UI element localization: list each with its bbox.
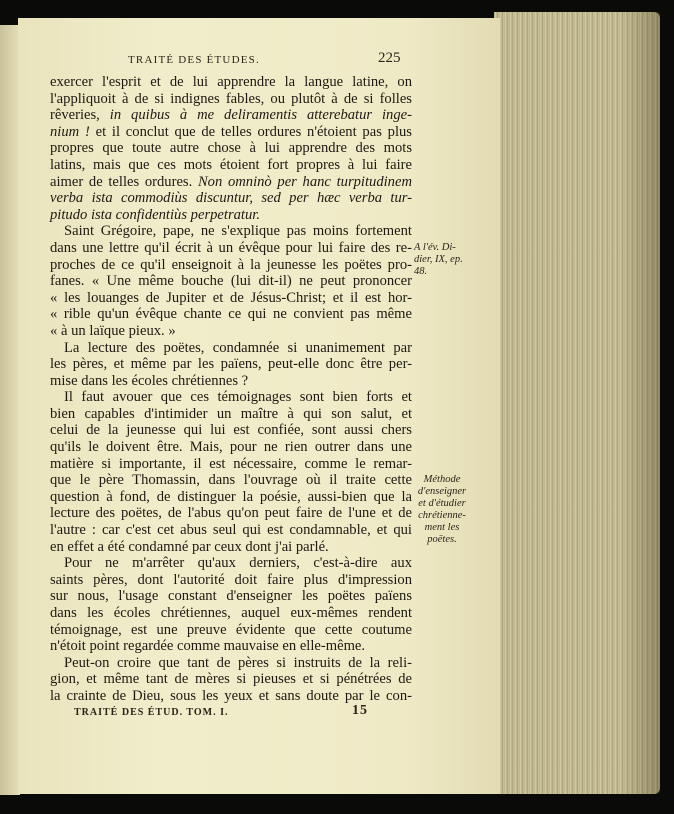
signature-mark: 15 (352, 703, 368, 718)
text-line (50, 406, 412, 423)
text: Saint Grégoire, pape, ne s'explique pas moins fortement (64, 223, 412, 240)
text-line (50, 373, 412, 390)
text-line (50, 257, 412, 274)
text-line (50, 555, 412, 572)
note-line: d'enseigner (417, 486, 467, 497)
text-line (50, 190, 412, 207)
text: propres que toute autre chose à lui apprendre des mots (50, 140, 412, 157)
text: que le père Thomassin, dans l'ouvrage où il traite cette (50, 472, 412, 489)
italic-text: in quibus à me deliramentis atterebatur inge- (109, 107, 412, 124)
text-line (50, 174, 412, 191)
text-line (50, 671, 412, 688)
text: Peut-on croire que tant de pères si instruits de la reli- (64, 654, 412, 671)
text: matière si importante, il est nécessaire, comme le remar- (50, 455, 412, 472)
text: dans les écoles chrétiennes, auquel eux-mêmes rendent (50, 605, 412, 621)
text-line (50, 655, 412, 672)
italic-text: pitudo ista confidentiùs perpetratur. (50, 206, 260, 223)
text-line (50, 456, 412, 473)
note-line: et d'étudier (418, 498, 466, 509)
text: dans une lettre qu'il écrit à un évêque pour lui faire des re- (50, 239, 412, 256)
text-line (50, 522, 412, 539)
text-line (50, 140, 412, 157)
text-line (50, 273, 412, 290)
text-line (50, 389, 412, 406)
text: Il faut avouer que ces témoignages sont bien forts et (64, 389, 412, 406)
text: sur nous, l'usage constant d'enseigner les poëtes païens (50, 588, 412, 605)
previous-page-edge (0, 25, 20, 795)
note-line: dier, IX, ep. (414, 254, 463, 265)
text-line (50, 505, 412, 522)
text: « les louanges de Jupiter et de Jésus-Christ; et il est hor- (50, 289, 412, 306)
signature-title: TRAITÉ DES ÉTUD. TOM. I. (74, 707, 229, 718)
text: la crainte de Dieu, sous les yeux et sans doute par le con- (50, 687, 412, 704)
note-line: A l'év. Di- (414, 242, 456, 253)
text-line (50, 638, 412, 655)
text-line (50, 422, 412, 439)
text: La lecture des poëtes, condamnée si unanimement par (64, 339, 412, 356)
text-line (50, 489, 412, 506)
text: fanes. « Une même bouche (lui dit-il) ne peut prononcer (50, 273, 412, 290)
text: bien capables d'intimider un maître à qui son salut, et (50, 405, 412, 422)
text: « rible qu'un évêque chante ce qui ne convient pas même (50, 306, 412, 323)
text: n'étoit point regardée comme mauvaise en elle-même. (50, 638, 366, 655)
text-line (50, 74, 412, 91)
text-line (50, 290, 412, 307)
page-block-edges (494, 12, 660, 794)
text-line (50, 306, 412, 323)
text-line (50, 588, 412, 605)
page-number: 225 (378, 50, 401, 66)
text-line (50, 124, 412, 141)
text-line (50, 340, 412, 357)
text-line (50, 605, 412, 622)
note-line: chrétienne- (418, 510, 466, 521)
text: gion, et même tant de mères si pieuses et si pénétrées de (50, 671, 412, 688)
note-line: ment les (424, 522, 460, 533)
text: l'autre : car c'est cet abus seul qui est condamnable, et qui (50, 522, 412, 539)
margin-note-citation (414, 242, 463, 278)
text: qu'ils le doivent être. Mais, pour ne rien outrer dans une (50, 439, 412, 456)
text-line (50, 539, 412, 556)
text: question à fond, de distinguer la poésie, aussi-bien que la (50, 488, 412, 505)
note-line: poëtes. (427, 534, 457, 545)
text-line (50, 439, 412, 456)
text-line (50, 356, 412, 373)
text: aimer de telles ordures. (50, 173, 198, 190)
text: les pères, et même par les païens, peut-elle donc être per- (50, 356, 412, 373)
text: proches de ce qu'il enseignoit à la jeunesse les poëtes pro- (50, 256, 412, 273)
text: rêveries, (50, 107, 110, 124)
text: Pour ne m'arrêter qu'aux derniers, c'est-à-dire aux (64, 555, 412, 572)
text-line (50, 223, 412, 240)
text: l'appliquoit à de si indignes fables, ou plutôt à de si folles (50, 90, 412, 107)
text-line (50, 157, 412, 174)
text-line (50, 472, 412, 489)
text-line (50, 107, 412, 124)
text: latins, mais que ces mots étoient fort propres à lui faire (50, 156, 412, 173)
margin-note-method (408, 474, 476, 546)
text: lecture des poëtes, de l'abus qu'on peut faire de l'une et de (50, 505, 412, 522)
text: témoignage, est une preuve évidente que cette coutume (50, 621, 412, 638)
text-line (50, 240, 412, 257)
text: et il conclut que de telles ordures n'étoient pas plus (89, 123, 412, 140)
text-line (50, 572, 412, 589)
text: « à un laïque pieux. » (50, 322, 176, 339)
text-line (50, 622, 412, 639)
text-line (50, 91, 412, 108)
note-line: 48. (414, 266, 428, 277)
text: en effet a été condamné par ceux dont j'ai parlé. (50, 538, 329, 555)
text: exercer l'esprit et de lui apprendre la langue latine, on (50, 74, 412, 90)
text-line (50, 207, 412, 224)
italic-text: nium ! (50, 123, 90, 140)
italic-text: verba ista commodiùs discuntur, sed per hæc verba tur- (50, 190, 412, 207)
body-text (50, 74, 412, 705)
note-line: Méthode (423, 474, 461, 485)
italic-text: Non omninò per hanc turpitudinem (197, 173, 412, 190)
text: mise dans les écoles chrétiennes ? (50, 372, 249, 389)
running-title: TRAITÉ DES ÉTUDES. (128, 54, 260, 66)
text: saints pères, dont l'autorité doit faire plus d'impression (50, 571, 412, 588)
text: celui de la jeunesse qui lui est confiée, sont aussi chers (50, 422, 412, 439)
text-line (50, 323, 412, 340)
